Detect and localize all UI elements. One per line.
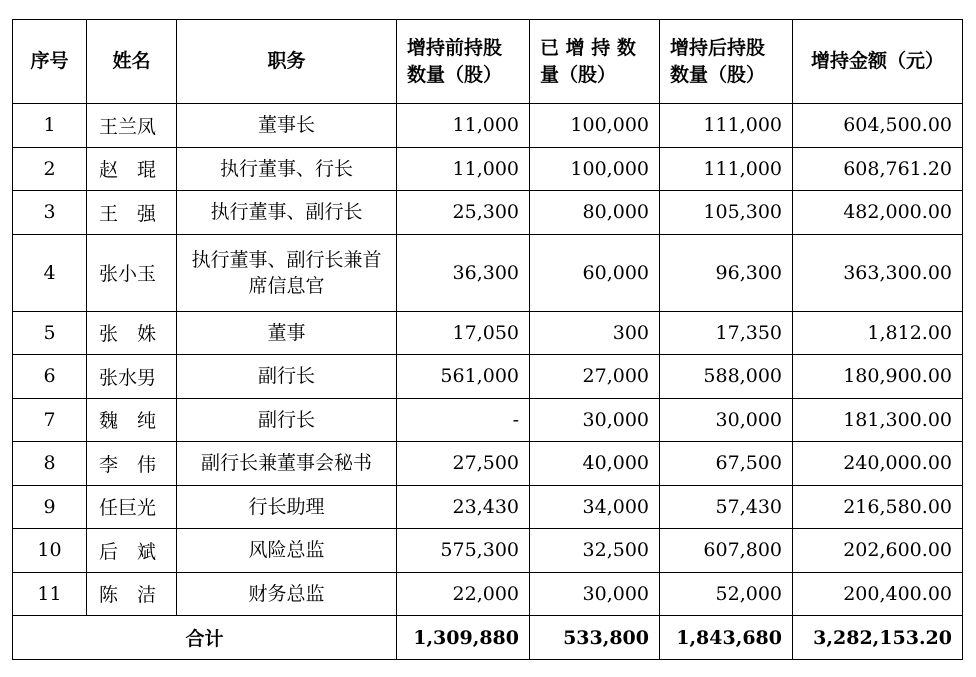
cell-amount: 216,580.00 <box>793 485 963 529</box>
cell-name: 张小玉 <box>87 234 177 311</box>
cell-after: 588,000 <box>660 355 793 399</box>
cell-amount: 180,900.00 <box>793 355 963 399</box>
total-after: 1,843,680 <box>660 616 793 660</box>
cell-position: 副行长 <box>177 355 397 399</box>
cell-after: 111,000 <box>660 104 793 148</box>
cell-seq: 2 <box>13 147 87 191</box>
total-amount: 3,282,153.20 <box>793 616 963 660</box>
cell-added: 27,000 <box>530 355 660 399</box>
cell-seq: 6 <box>13 355 87 399</box>
cell-name: 王 强 <box>87 191 177 235</box>
cell-before: 27,500 <box>397 442 530 486</box>
cell-after: 52,000 <box>660 572 793 616</box>
table-row <box>13 191 963 235</box>
cell-position: 执行董事、副行长 <box>177 191 397 235</box>
cell-added: 40,000 <box>530 442 660 486</box>
cell-before: 17,050 <box>397 311 530 355</box>
cell-seq: 8 <box>13 442 87 486</box>
table-row <box>13 442 963 486</box>
table-row <box>13 147 963 191</box>
cell-name: 张水男 <box>87 355 177 399</box>
cell-position: 副行长兼董事会秘书 <box>177 442 397 486</box>
cell-after: 57,430 <box>660 485 793 529</box>
total-added: 533,800 <box>530 616 660 660</box>
cell-amount: 608,761.20 <box>793 147 963 191</box>
cell-position: 风险总监 <box>177 529 397 573</box>
cell-name: 魏 纯 <box>87 398 177 442</box>
shareholding-table-container <box>12 19 963 660</box>
table-row <box>13 572 963 616</box>
cell-position: 财务总监 <box>177 572 397 616</box>
cell-before: - <box>397 398 530 442</box>
cell-after: 30,000 <box>660 398 793 442</box>
cell-name: 李 伟 <box>87 442 177 486</box>
header-amount: 增持金额（元） <box>793 20 963 104</box>
cell-name: 王兰凤 <box>87 104 177 148</box>
cell-position: 副行长 <box>177 398 397 442</box>
header-added: 已 增 持 数量（股） <box>530 20 660 104</box>
cell-amount: 363,300.00 <box>793 234 963 311</box>
cell-seq: 9 <box>13 485 87 529</box>
cell-name: 后 斌 <box>87 529 177 573</box>
cell-seq: 10 <box>13 529 87 573</box>
cell-added: 60,000 <box>530 234 660 311</box>
cell-added: 30,000 <box>530 572 660 616</box>
cell-added: 34,000 <box>530 485 660 529</box>
header-after: 增持后持股数量（股） <box>660 20 793 104</box>
table-row <box>13 104 963 148</box>
table-row <box>13 485 963 529</box>
cell-seq: 11 <box>13 572 87 616</box>
cell-after: 607,800 <box>660 529 793 573</box>
table-row <box>13 529 963 573</box>
cell-seq: 4 <box>13 234 87 311</box>
cell-after: 96,300 <box>660 234 793 311</box>
header-row <box>13 20 963 104</box>
cell-amount: 202,600.00 <box>793 529 963 573</box>
cell-name: 任巨光 <box>87 485 177 529</box>
cell-amount: 240,000.00 <box>793 442 963 486</box>
header-position: 职务 <box>177 20 397 104</box>
cell-seq: 7 <box>13 398 87 442</box>
cell-position: 董事 <box>177 311 397 355</box>
cell-before: 575,300 <box>397 529 530 573</box>
cell-after: 105,300 <box>660 191 793 235</box>
shareholding-increase-table <box>12 19 963 660</box>
header-before: 增持前持股数量（股） <box>397 20 530 104</box>
cell-added: 32,500 <box>530 529 660 573</box>
table-row <box>13 311 963 355</box>
cell-position: 执行董事、副行长兼首席信息官 <box>177 234 397 311</box>
cell-name: 张 姝 <box>87 311 177 355</box>
cell-before: 11,000 <box>397 147 530 191</box>
cell-before: 25,300 <box>397 191 530 235</box>
header-seq: 序号 <box>13 20 87 104</box>
cell-after: 111,000 <box>660 147 793 191</box>
cell-seq: 5 <box>13 311 87 355</box>
cell-added: 100,000 <box>530 104 660 148</box>
table-row <box>13 234 963 311</box>
header-name: 姓名 <box>87 20 177 104</box>
cell-name: 陈 洁 <box>87 572 177 616</box>
cell-before: 36,300 <box>397 234 530 311</box>
cell-seq: 3 <box>13 191 87 235</box>
cell-name: 赵 琨 <box>87 147 177 191</box>
cell-position: 行长助理 <box>177 485 397 529</box>
cell-before: 561,000 <box>397 355 530 399</box>
table-row <box>13 398 963 442</box>
cell-added: 100,000 <box>530 147 660 191</box>
cell-seq: 1 <box>13 104 87 148</box>
cell-position: 董事长 <box>177 104 397 148</box>
total-row <box>13 616 963 660</box>
cell-before: 22,000 <box>397 572 530 616</box>
cell-added: 300 <box>530 311 660 355</box>
cell-amount: 604,500.00 <box>793 104 963 148</box>
cell-before: 23,430 <box>397 485 530 529</box>
cell-after: 67,500 <box>660 442 793 486</box>
total-before: 1,309,880 <box>397 616 530 660</box>
cell-before: 11,000 <box>397 104 530 148</box>
cell-amount: 200,400.00 <box>793 572 963 616</box>
cell-amount: 1,812.00 <box>793 311 963 355</box>
cell-added: 80,000 <box>530 191 660 235</box>
cell-after: 17,350 <box>660 311 793 355</box>
total-label: 合计 <box>13 616 397 660</box>
cell-added: 30,000 <box>530 398 660 442</box>
cell-amount: 181,300.00 <box>793 398 963 442</box>
table-row <box>13 355 963 399</box>
cell-position: 执行董事、行长 <box>177 147 397 191</box>
cell-amount: 482,000.00 <box>793 191 963 235</box>
